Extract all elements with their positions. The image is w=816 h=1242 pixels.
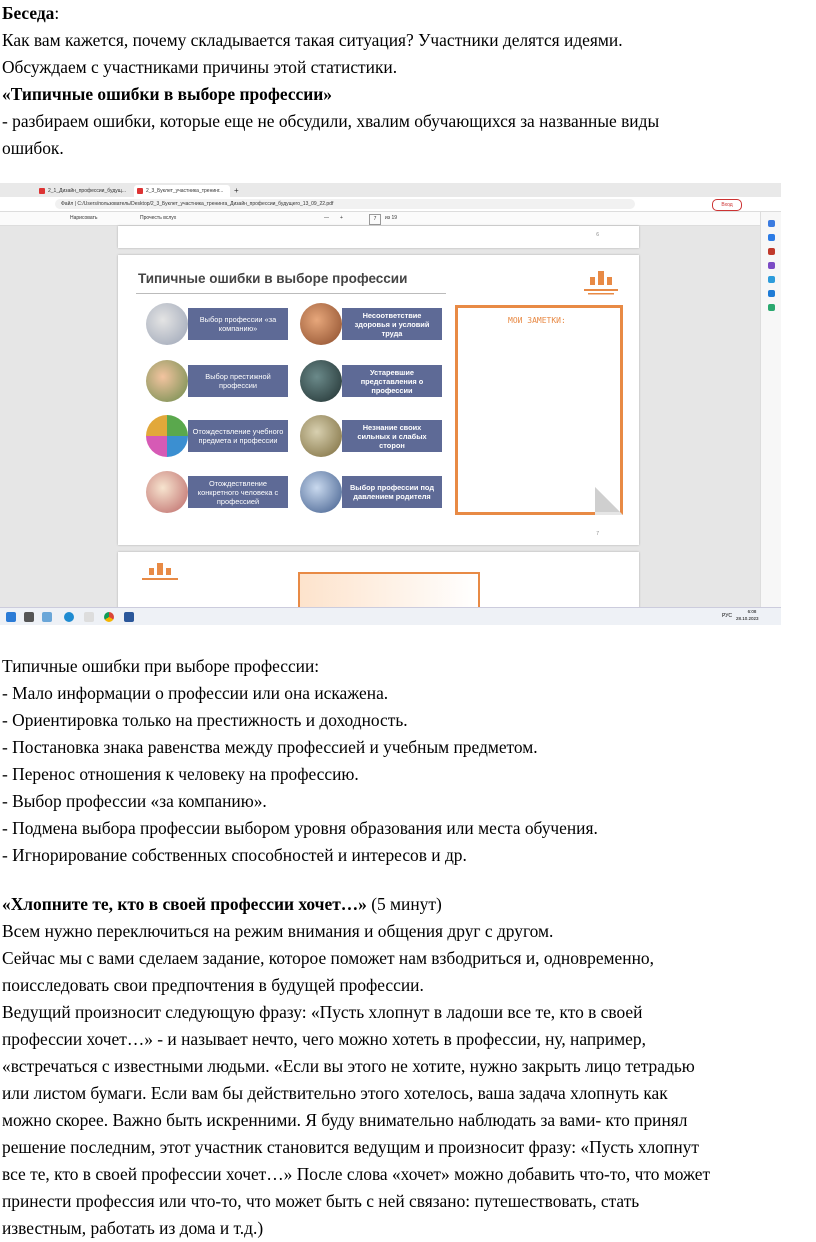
- error-label-7: Отождествление конкретного человека с профессией: [188, 476, 288, 508]
- notes-box: [455, 305, 623, 515]
- errors-list-section: [2, 653, 814, 869]
- old-phone-icon: [300, 360, 342, 402]
- intro-line-1: Как вам кажется, почему складывается такая ситуация? Участники делятся идеями.: [2, 30, 623, 50]
- tools-icon[interactable]: [768, 304, 775, 311]
- page-fold-shadow: [595, 487, 620, 512]
- page-number-6: 6: [596, 232, 599, 238]
- address-bar: [0, 197, 781, 212]
- error-item-7: [146, 471, 291, 511]
- outlook-icon[interactable]: [768, 290, 775, 297]
- heading-beseda: Беседа: [2, 3, 55, 23]
- game-title-duration: (5 минут): [366, 894, 442, 914]
- tab-2-label: 2_3_Буклет_участника_тренинг...: [146, 188, 224, 194]
- read-aloud-button[interactable]: Прочесть вслух: [140, 215, 177, 221]
- taskbar-date[interactable]: 28.10.2023: [736, 616, 759, 621]
- error-item-2: [300, 303, 445, 343]
- error-label-4: Устаревшие представления о профессии: [342, 365, 442, 397]
- intro-section: [2, 0, 814, 162]
- pdf-viewer[interactable]: [0, 226, 760, 607]
- browser-tabbar: [0, 183, 781, 197]
- game-section: [2, 891, 814, 1242]
- pdf-page-prev: [118, 226, 639, 248]
- taskbar-time[interactable]: 6:08: [747, 609, 757, 614]
- game-line: решение последним, этот участник становится ведущим и произносит фразу: «Пусть хлопнут: [2, 1137, 699, 1157]
- keyboard-language[interactable]: РУС: [722, 613, 733, 619]
- game-line: «встречаться с известными людьми. «Если вы этого не хотите, нужно закрыть лицо тетрадью: [2, 1056, 695, 1076]
- error-item-3: [146, 360, 291, 400]
- windows-start-icon[interactable]: [6, 612, 16, 622]
- zoom-in-button[interactable]: +: [340, 215, 343, 221]
- list-item: - Ориентировка только на престижность и доходность.: [2, 710, 408, 730]
- pdf-page-next: [118, 552, 639, 612]
- game-line: поисследовать свои предпочтения в будущей профессии.: [2, 975, 424, 995]
- list-item: - Перенос отношения к человеку на профессию.: [2, 764, 359, 784]
- tab-1-label: 2_1_Дизайн_профессии_будущ...: [48, 188, 127, 194]
- list-item: - Мало информации о профессии или она искажена.: [2, 683, 389, 703]
- error-label-6: Незнание своих сильных и слабых сторон: [342, 420, 442, 452]
- intro-line-2: Обсуждаем с участниками причины этой статистики.: [2, 57, 398, 77]
- university-logo-icon: [580, 269, 622, 297]
- page-number-7: 7: [596, 531, 599, 537]
- error-label-3: Выбор престижной профессии: [188, 365, 288, 397]
- error-item-4: [300, 360, 445, 400]
- people-group-icon: [146, 303, 188, 345]
- error-label-5: Отождествление учебного предмета и профессии: [188, 420, 288, 452]
- section-title: «Типичные ошибки в выборе профессии»: [2, 84, 333, 104]
- pdf-icon: [137, 188, 143, 194]
- list-item: - Игнорирование собственных способностей и интересов и др.: [2, 845, 467, 865]
- title-divider: [136, 293, 446, 294]
- slide-title: Типичные ошибки в выборе профессии: [138, 271, 408, 286]
- embedded-screenshot: [0, 183, 781, 625]
- muscle-arm-icon: [300, 303, 342, 345]
- task-view-icon[interactable]: [24, 612, 34, 622]
- game-line: можно скорее. Важно быть искренними. Я буду внимательно наблюдать за вами- кто принял: [2, 1110, 688, 1130]
- game-line: известным, работать из дома и т.д.): [2, 1218, 264, 1238]
- errors-list-title: Типичные ошибки при выборе профессии:: [2, 656, 320, 676]
- edge-icon[interactable]: [64, 612, 74, 622]
- heading-colon: :: [54, 3, 60, 23]
- intro-line-4: ошибок.: [2, 138, 64, 158]
- pie-puzzle-icon: [146, 415, 188, 457]
- windows-taskbar: [0, 607, 781, 625]
- copilot-icon[interactable]: [768, 220, 775, 227]
- scales-icon: [300, 415, 342, 457]
- login-button[interactable]: Вход: [712, 199, 742, 211]
- tag-icon[interactable]: [768, 234, 775, 241]
- game-title-bold: «Хлопните те, кто в своей профессии хочет…»: [2, 894, 367, 914]
- url-input[interactable]: Файл | C:/Users/пользователь/Desktop/2_3_Буклет_участника_тренинга_Дизайн_профессии_будущего_13_09_22.pdf: [55, 199, 635, 209]
- url-text: C:/Users/пользователь/Desktop/2_3_Буклет_участника_тренинга_Дизайн_профессии_будущего_13_09_22.pdf: [77, 201, 334, 207]
- zoom-out-button[interactable]: —: [324, 215, 329, 221]
- page-number-input[interactable]: 7: [369, 214, 381, 225]
- game-line: Ведущий произносит следующую фразу: «Пусть хлопнут в ладоши все те, кто в своей: [2, 1002, 643, 1022]
- error-item-1: [146, 303, 291, 343]
- doctor-icon: [146, 471, 188, 513]
- draw-button[interactable]: Нарисовать: [70, 215, 98, 221]
- word-icon[interactable]: [124, 612, 134, 622]
- game-line: Сейчас мы с вами сделаем задание, которое поможет нам взбодриться и, одновременно,: [2, 948, 654, 968]
- notes-title: МОИ ЗАМЕТКИ:: [508, 316, 566, 325]
- university-logo-icon: [138, 562, 182, 584]
- person-icon[interactable]: [768, 262, 775, 269]
- office-icon[interactable]: [768, 276, 775, 283]
- tab-2[interactable]: [134, 185, 230, 197]
- browser-sidebar: [760, 212, 781, 607]
- prestige-icon: [146, 360, 188, 402]
- error-label-2: Несоответствие здоровья и условий труда: [342, 308, 442, 340]
- error-item-6: [300, 415, 445, 455]
- game-title: [2, 891, 814, 918]
- game-line: Всем нужно переключиться на режим внимания и общения друг с другом.: [2, 921, 554, 941]
- error-label-1: Выбор профессии «за компанию»: [188, 308, 288, 340]
- list-item: - Выбор профессии «за компанию».: [2, 791, 267, 811]
- intro-heading: [2, 0, 814, 27]
- parent-child-icon: [300, 471, 342, 513]
- pdf-toolbar: [0, 212, 781, 226]
- url-prefix: Файл: [61, 201, 74, 207]
- game-line: принести профессия или что-то, что может быть с ней связано: путешествовать, стать: [2, 1191, 640, 1211]
- error-label-8: Выбор профессии под давлением родителя: [342, 476, 442, 508]
- pdf-page-slide: [118, 255, 639, 545]
- game-line: профессии хочет…» - и называет нечто, чего можно хотеть в профессии, ну, например,: [2, 1029, 646, 1049]
- tab-1[interactable]: [36, 185, 132, 197]
- intro-line-3: - разбираем ошибки, которые еще не обсудили, хвалим обучающихся за названные виды: [2, 111, 660, 131]
- game-line: или листом бумаги. Если вам бы действительно этого хотелось, ваша задача хлопнуть как: [2, 1083, 668, 1103]
- pdf-icon: [39, 188, 45, 194]
- list-item: - Постановка знака равенства между профессией и учебным предметом.: [2, 737, 538, 757]
- file-icon[interactable]: [84, 612, 94, 622]
- briefcase-icon[interactable]: [768, 248, 775, 255]
- error-item-5: [146, 415, 291, 455]
- chrome-icon[interactable]: [104, 612, 114, 622]
- widgets-icon[interactable]: [42, 612, 52, 622]
- game-line: все те, кто в своей профессии хочет…» После слова «хочет» можно добавить что-то, что может: [2, 1164, 711, 1184]
- page-total: из 19: [385, 215, 398, 221]
- list-item: - Подмена выбора профессии выбором уровня образования или места обучения.: [2, 818, 598, 838]
- error-item-8: [300, 471, 445, 511]
- new-tab-button[interactable]: +: [234, 186, 239, 195]
